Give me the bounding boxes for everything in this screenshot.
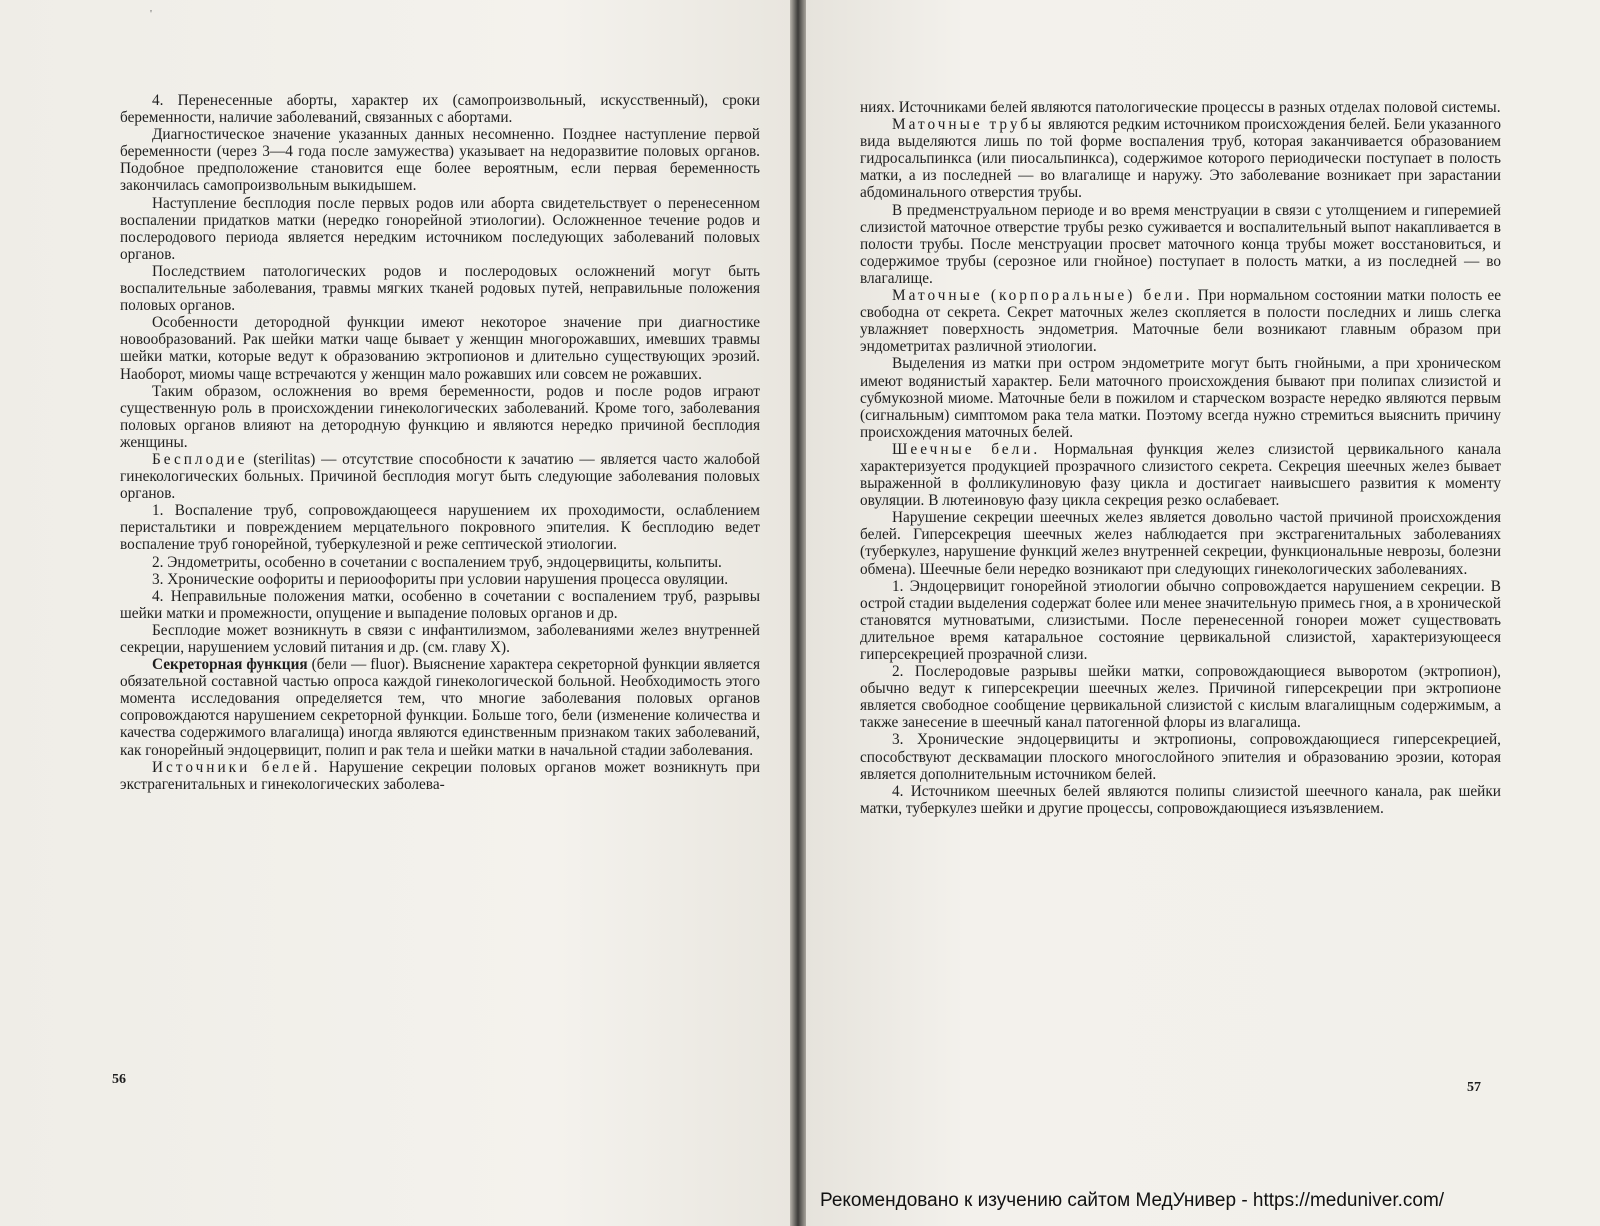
paragraph: Бесплодие может возникнуть в связи с инфантилизмом, заболеваниями желез внутренней секреции, нарушением условий питания и др. (см. главу X). [120, 621, 760, 656]
tubal-paragraph [860, 116, 1501, 201]
right-page [806, 0, 1600, 1226]
corporal-text: При нормальном состоянии матки полость ее свободна от секрета. Секрет маточных желез скопляется в полости последних и лишь слегка увлажняет поверхность эндометрия. Маточные бели возникают главным образом при эндометритах различной этиологии. [860, 287, 1501, 356]
list-item: 3. Хронические эндоцервициты и эктропионы, сопровождающиеся гиперсекрецией, способствуют десквамации плоского многослойного эпителия и образованию эрозии, которая является дополнительным источником белей. [860, 731, 1501, 783]
right-page-text [860, 99, 1501, 817]
list-item: 1. Воспаление труб, сопровождающееся нарушением их проходимости, ослаблением перистальтики и повреждением мерцательного покровного эпителия. К бесплодию ведет воспаление труб гонорейной, туберкулезной и реже септической этиологии. [120, 502, 760, 554]
sterility-term: Бесплодие [152, 450, 248, 468]
left-page-text [120, 92, 760, 793]
corporal-paragraph [860, 287, 1501, 355]
list-item: 1. Эндоцервицит гонорейной этиологии обычно сопровождается нарушением секреции. В острой стадии выделения содержат более или менее значительную примесь гноя, а в хронической становятся мутноватыми, слизистыми. После перенесенной гонореи может существовать длительное время катаральное состояние цервикальной слизистой, характеризующееся гиперсекрецией прозрачной слизи. [860, 577, 1501, 663]
secretory-text: (бели — fluor). Выяснение характера секреторной функции является обязательной составной частью опроса каждой гинекологической больной. Необходимость этого момента исследования определяется тем, что многие заболевания половых органов сопровождаются нарушением секреторной функции. Больше того, бели (изменение количества и качества содержимого влагалища) иногда являются единственным признаком таких заболеваний, как гонорейный эндоцервицит, полип и рак тела и шейки матки в начальной стадии заболевания. [120, 656, 761, 759]
page-number-right: 57 [1467, 1080, 1481, 1095]
list-item: 3. Хронические оофориты и периоофориты при условии нарушения процесса овуляции. [152, 570, 729, 588]
cervical-text: Нормальная функция желез слизистой цервикального канала характеризуется продукцией прозрачного слизистого секрета. Секреция шеечных желез бывает выраженной в фолликулиновую фазу цикла и достигает наивысшего развития к моменту овуляции. В лютеиновую фазу цикла секреция резко ослабевает. [860, 440, 1501, 510]
secretory-heading: Секреторная функция [152, 656, 308, 674]
left-page [0, 0, 790, 1226]
paragraph: Особенности детородной функции имеют некоторое значение при диагностике новообразований. Рак шейки матки чаще бывает у женщин многорожавших, имевших травмы шейки матки, которые ведут к образованию эктропионов и длительно существующих эрозий. Наоборот, миомы чаще встречаются у женщин мало рожавших или совсем не рожавших. [120, 314, 760, 383]
sterility-paragraph [120, 451, 760, 502]
list-item: 2. Послеродовые разрывы шейки матки, сопровождающиеся выворотом (эктропион), обычно ведут к гиперсекреции шеечных желез. Причиной гиперсекреции при эктропионе является свободное сообщение цервикальной слизистой с кислым влагалищным содержимым, а также занесение в шеечный канал патогенной флоры из влагалища. [860, 663, 1501, 732]
page-number-left: 56 [112, 1072, 126, 1087]
paragraph: Наступление бесплодия после первых родов или аборта свидетельствует о перенесенном воспалении придатков матки (нередко гонорейной этиологии). Осложненное течение родов и послеродового периода является нередким источником последующих заболеваний половых органов. [120, 194, 760, 263]
cervical-paragraph [860, 441, 1501, 509]
tubal-term: Маточные трубы [892, 116, 1045, 134]
sterility-text: (sterilitas) — отсутствие способности к зачатию — является часто жалобой гинекологических больных. Причиной бесплодия могут быть следующие заболевания половых органов. [120, 450, 760, 503]
sources-term: Источники белей. [152, 758, 321, 776]
paragraph: Нарушение секреции шеечных желез является довольно частой причиной происхождения белей. Гиперсекреция шеечных желез наблюдается при экстрагенитальных заболеваниях (туберкулез, нарушение функций желез внутренней секреции, функциональные неврозы, болезни обмена). Шеечные бели нередко возникают при следующих гинекологических заболеваниях. [860, 509, 1501, 578]
paragraph: 4. Перенесенные аборты, характер их (самопроизвольный, искусственный), сроки беременности, наличие заболеваний, связанных с абортами. [120, 92, 760, 127]
paragraph: Выделения из матки при остром эндометрите могут быть гнойными, а при хроническом имеют водянистый характер. Бели маточного происхождения бывают при полипах слизистой и субмукозной миоме. Маточные бели в пожилом и старческом возрасте нередко являются первым (сигнальным) симптомом рака тела матки. Поэтому всегда нужно стремиться выяснить причину происхождения маточных белей. [860, 355, 1501, 441]
paragraph: Диагностическое значение указанных данных несомненно. Позднее наступление первой беременности (через 3—4 года после замужества) указывает на недоразвитие половых органов. Подобное предположение становится еще более вероятным, если первая беременность закончилась самопроизвольным выкидышем. [120, 126, 760, 195]
list-item: 2. Эндометриты, особенно в сочетании с воспалением труб, эндоцервициты, кольпиты. [152, 553, 722, 571]
cervical-term: Шеечные бели. [892, 440, 1041, 458]
paragraph: В предменструальном периоде и во время менструации в связи с утолщением и гиперемией слизистой маточное отверстие трубы резко суживается и воспалительный выпот накапливается в полости трубы. После менструации просвет маточного конца трубы может восстановиться, и содержимое трубы (серозное или гнойное) поступает в полость матки, а из последней — во влагалище. [860, 201, 1501, 287]
secretory-paragraph [120, 656, 760, 759]
paragraph: Последствием патологических родов и послеродовых осложнений могут быть воспалительные заболевания, травмы мягких тканей родовых путей, неправильные положения половых органов. [120, 262, 760, 315]
sources-paragraph [120, 759, 760, 793]
footer-banner: Рекомендовано к изучению сайтом МедУнивер - https://meduniver.com/ [820, 1190, 1445, 1211]
scan-mark: ' [150, 8, 152, 20]
book-gutter [790, 0, 806, 1226]
paragraph: Таким образом, осложнения во время беременности, родов и после родов играют существенную роль в происхождении гинекологических заболеваний. Кроме того, заболевания половых органов влияют на детородную функцию и являются нередко причиной бесплодия женщины. [120, 382, 760, 451]
corporal-term: Маточные (корпоральные) бели. [892, 287, 1193, 305]
list-item: 4. Источником шеечных белей являются полипы слизистой шеечного канала, рак шейки матки, туберкулез шейки и другие процессы, сопровождающиеся изъязвлением. [860, 782, 1501, 817]
sources-text: Нарушение секреции половых органов может возникнуть при экстрагенитальных и гинекологических заболева- [120, 758, 761, 793]
paragraph: ниях. Источниками белей являются патологические процессы в разных отделах половой системы. [860, 99, 1501, 116]
tubal-text: являются редким источником происхождения белей. Бели указанного вида выделяются лишь по той форме воспаления труб, которая заканчивается образованием гидросальпинкса (или пиосальпинкса), содержимое которого периодически поступает в полость матки, а из последней — во влагалище и наружу. Это заболевание возникает при зарастании абдоминального отверстия трубы. [860, 116, 1502, 202]
list-item: 4. Неправильные положения матки, особенно в сочетании с воспалением труб, разрывы шейки матки и промежности, опущение и выпадение половых органов и др. [120, 587, 760, 622]
